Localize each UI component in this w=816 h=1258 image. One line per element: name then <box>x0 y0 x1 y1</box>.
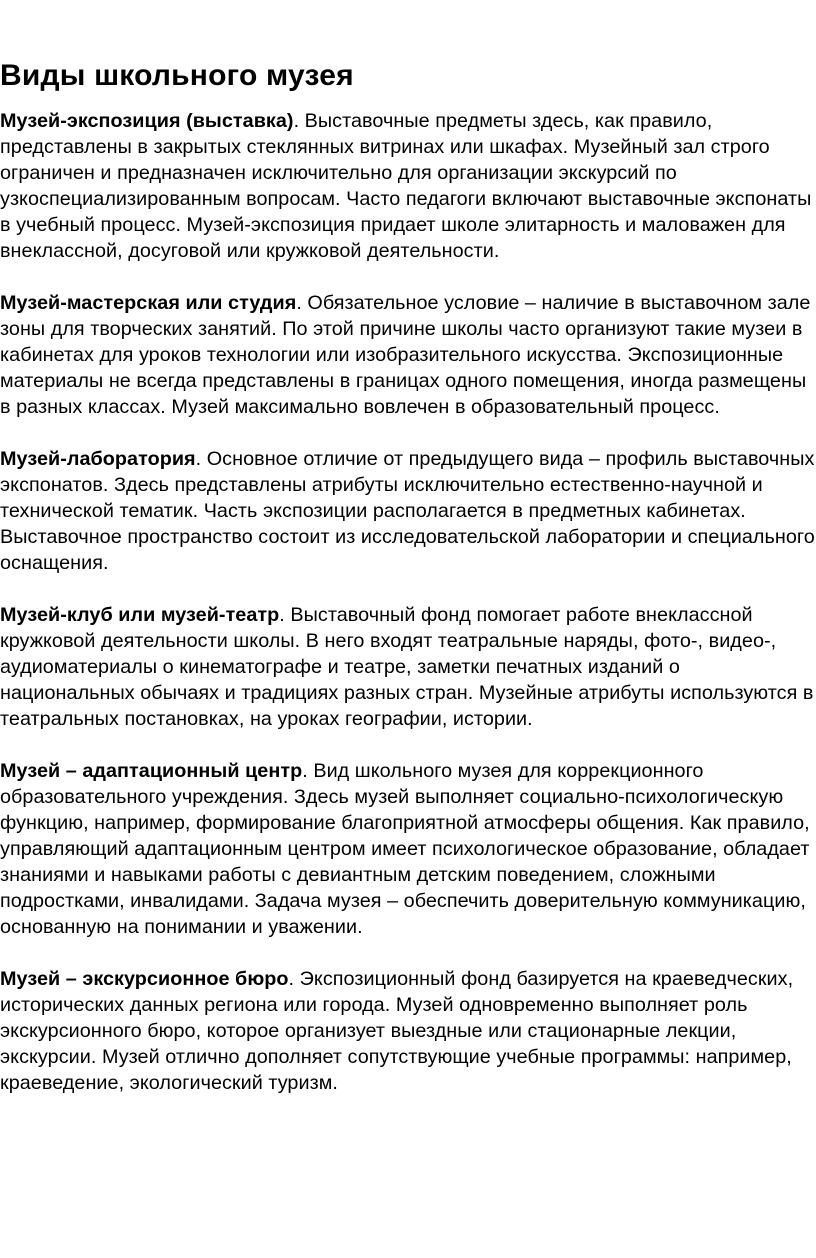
section-body: . Выставочные предметы здесь, как правило, представлены в закрытых стеклянных витринах или шкафах. Музейный зал строго ограничен и предназначен исключительно для организации экскурсий по узкоспециализированным вопросам. Часто педагоги включают выставочные экспонаты в учебный процесс. Музей-экспозиция придает школе элитарность и маловажен для внеклассной, досуговой или кружковой деятельности. <box>0 110 812 262</box>
section-term: Музей – экскурсионное бюро <box>0 968 289 990</box>
section-laboratory <box>0 446 816 576</box>
section-excursion-bureau <box>0 966 816 1096</box>
section-term: Музей – адаптационный центр <box>0 760 303 782</box>
section-club-theatre <box>0 602 816 732</box>
section-body: . Выставочный фонд помогает работе внеклассной кружковой деятельности школы. В него входят театральные наряды, фото-, видео-, аудиоматериалы о кинематографе и театре, заметки печатных изданий о национальных обычаях и традициях разных стран. Музейные атрибуты используются в театральных постановках, на уроках географии, истории. <box>0 604 814 730</box>
section-exposition <box>0 108 816 264</box>
section-term: Музей-клуб или музей-театр <box>0 604 280 626</box>
section-body: . Обязательное условие – наличие в выставочном зале зоны для творческих занятий. По этой причине школы часто организуют такие музеи в кабинетах для уроков технологии или изобразительного искусства. Экспозиционные материалы не всегда представлены в границах одного помещения, иногда размещены в разных классах. Музей максимально вовлечен в образовательный процесс. <box>0 292 811 418</box>
section-body: . Экспозиционный фонд базируется на краеведческих, исторических данных региона или города. Музей одновременно выполняет роль экскурсионного бюро, которое организует выездные или стационарные лекции, экскурсии. Музей отлично дополняет сопутствующие учебные программы: например, краеведение, экологический туризм. <box>0 968 794 1094</box>
section-adaptation-center <box>0 758 816 940</box>
section-term: Музей-лаборатория <box>0 448 196 470</box>
document-page <box>0 54 816 1122</box>
section-term: Музей-экспозиция (выставка) <box>0 110 294 132</box>
section-workshop <box>0 290 816 420</box>
section-body: . Вид школьного музея для коррекционного образовательного учреждения. Здесь музей выполняет социально-психологическую функцию, например, формирование благоприятной атмосферы общения. Как правило, управляющий адаптационным центром имеет психологическое образование, обладает знаниями и навыками работы с девиантным детским поведением, сложными подростками, инвалидами. Задача музея – обеспечить доверительную коммуникацию, основанную на понимании и уважении. <box>0 760 810 938</box>
section-term: Музей-мастерская или студия <box>0 292 297 314</box>
section-body: . Основное отличие от предыдущего вида – профиль выставочных экспонатов. Здесь представлены атрибуты исключительно естественно-научной и технической тематик. Часть экспозиции располагается в предметных кабинетах. Выставочное пространство состоит из исследовательской лаборатории и специального оснащения. <box>0 448 815 574</box>
document-title: Виды школьного музея <box>0 59 354 92</box>
